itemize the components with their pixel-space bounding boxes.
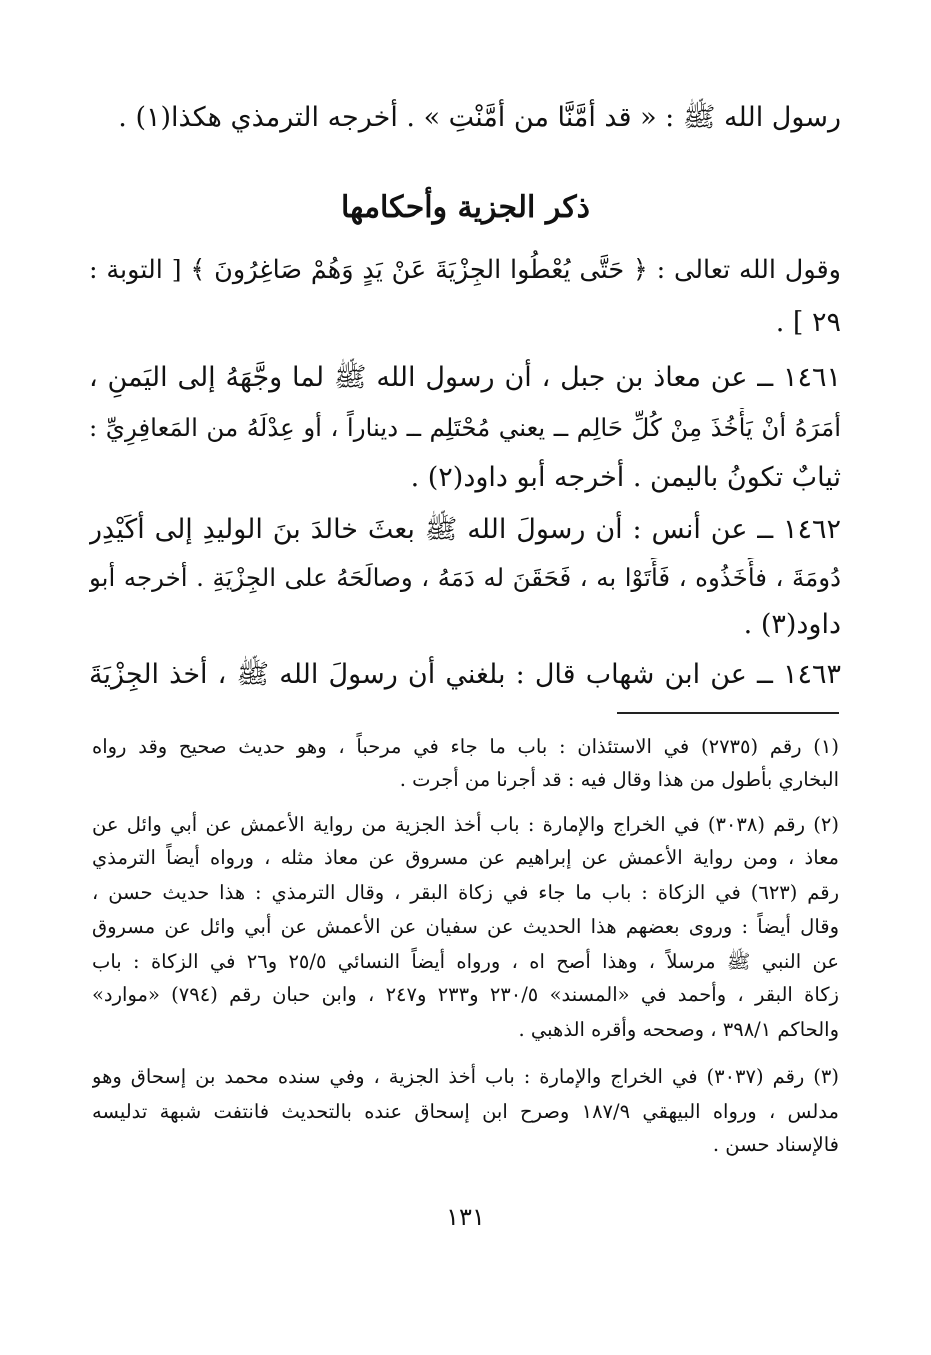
- footnote-3-line-3: فالإسناد حسن .: [712, 1133, 839, 1156]
- footnote-3-line-1: (٣) رقم (٣٠٣٧) في الخراج والإمارة : باب أخذ الجزية ، وفي سنده محمد بن إسحاق وهو: [92, 1065, 839, 1088]
- footnote-1-line-1: (١) رقم (٢٧٣٥) في الاستئذان : باب ما جاء في مرحباً ، وهو حديث صحيح وقد رواه: [92, 735, 839, 758]
- hadith-1462-line-2: دُومَةَ ، فأَخَذُوه ، فَأَتَوْا به ، فَحَقَنَ له دَمَهُ ، وصالَحَهُ على الجِزْيَةِ . أخرجه أبو: [89, 563, 841, 592]
- footnote-3-line-2: مدلس ، ورواه البيهقي ١٨٧/٩ وصرح ابن إسحاق عنده بالتحديث فانتفت شبهة تدليسه: [92, 1100, 839, 1123]
- footnote-1-line-2: البخاري بأطول من هذا وقال فيه : قد أجرنا من أجرت .: [399, 768, 839, 791]
- footnote-2-line-4: وقال أيضاً : وروى بعضهم هذا الحديث عن سفيان عن الأعمش عن أبي وائل عن مسروق: [92, 915, 839, 938]
- quran-verse-line-2: ٢٩ ] .: [775, 307, 841, 338]
- hadith-1463-line-1: ١٤٦٣ ــ عن ابن شهاب قال : بلغني أن رسولَ الله ﷺ ، أخذ الجِزْيَةَ: [89, 659, 841, 690]
- hadith-1461-line-3: ثيابٌ تكونُ باليمن . أخرجه أبو داود(٢) .: [410, 462, 841, 493]
- footnote-2-line-1: (٢) رقم (٣٠٣٨) في الخراج والإمارة : باب أخذ الجزية من رواية الأعمش عن أبي وائل عن: [92, 813, 839, 836]
- hadith-1461-line-2: أمَرَهُ أنْ يَأْخُذَ مِنْ كُلِّ حَالِم ــ يعني مُحْتَلِم ــ ديناراً ، أو عِدْلَهُ من المَعافِرِيِّ :: [89, 413, 841, 442]
- hadith-1462-line-1: ١٤٦٢ ــ عن أنس : أن رسولَ الله ﷺ بعثَ خالدَ بنَ الوليدِ إلى أُكَيْدِر: [89, 514, 841, 545]
- footnote-2-line-2: معاذ ، ومن رواية الأعمش عن إبراهيم عن مسروق عن معاذ مثله ، ورواه أيضاً الترمذي: [92, 846, 839, 869]
- footnote-2-line-7: والحاكم ٣٩٨/١ ، وصححه وأقره الذهبي .: [518, 1018, 839, 1041]
- hadith-1462-line-3: داود(٣) .: [743, 609, 841, 640]
- footnote-2-line-5: عن النبي ﷺ مرسلاً ، وهذا أصح اه ، ورواه أيضاً النسائي ٢٥/٥ و٢٦ في الزكاة : باب: [92, 950, 839, 973]
- page-number: ١٣١: [446, 1203, 485, 1231]
- hadith-1461-line-1: ١٤٦١ ــ عن معاذ بن جبل ، أن رسول الله ﷺ لما وجَّهَهُ إلى اليَمنِ ،: [89, 362, 841, 393]
- footnote-2-line-3: رقم (٦٢٣) في الزكاة : باب ما جاء في زكاة البقر ، وقال الترمذي : هذا حديث حسن ،: [92, 881, 839, 904]
- intro-line: رسول الله ﷺ : « قد أَمَّنَّا من أَمَّنْتِ » . أخرجه الترمذي هكذا(١) .: [118, 102, 841, 133]
- quran-verse-line-1: وقول الله تعالى : ﴿ حَتَّى يُعْطُوا الجِزْيَةَ عَنْ يَدٍ وَهُمْ صَاغِرُونَ ﴾ [ التوبة :: [89, 255, 841, 285]
- section-heading: ذكر الجزية وأحكامها: [340, 190, 591, 225]
- footnote-separator: [617, 712, 839, 714]
- footnote-2-line-6: زكاة البقر ، وأحمد في «المسند» ٢٣٠/٥ و٢٣٣ و٢٤٧ ، وابن حبان رقم (٧٩٤) «موارد»: [92, 983, 839, 1006]
